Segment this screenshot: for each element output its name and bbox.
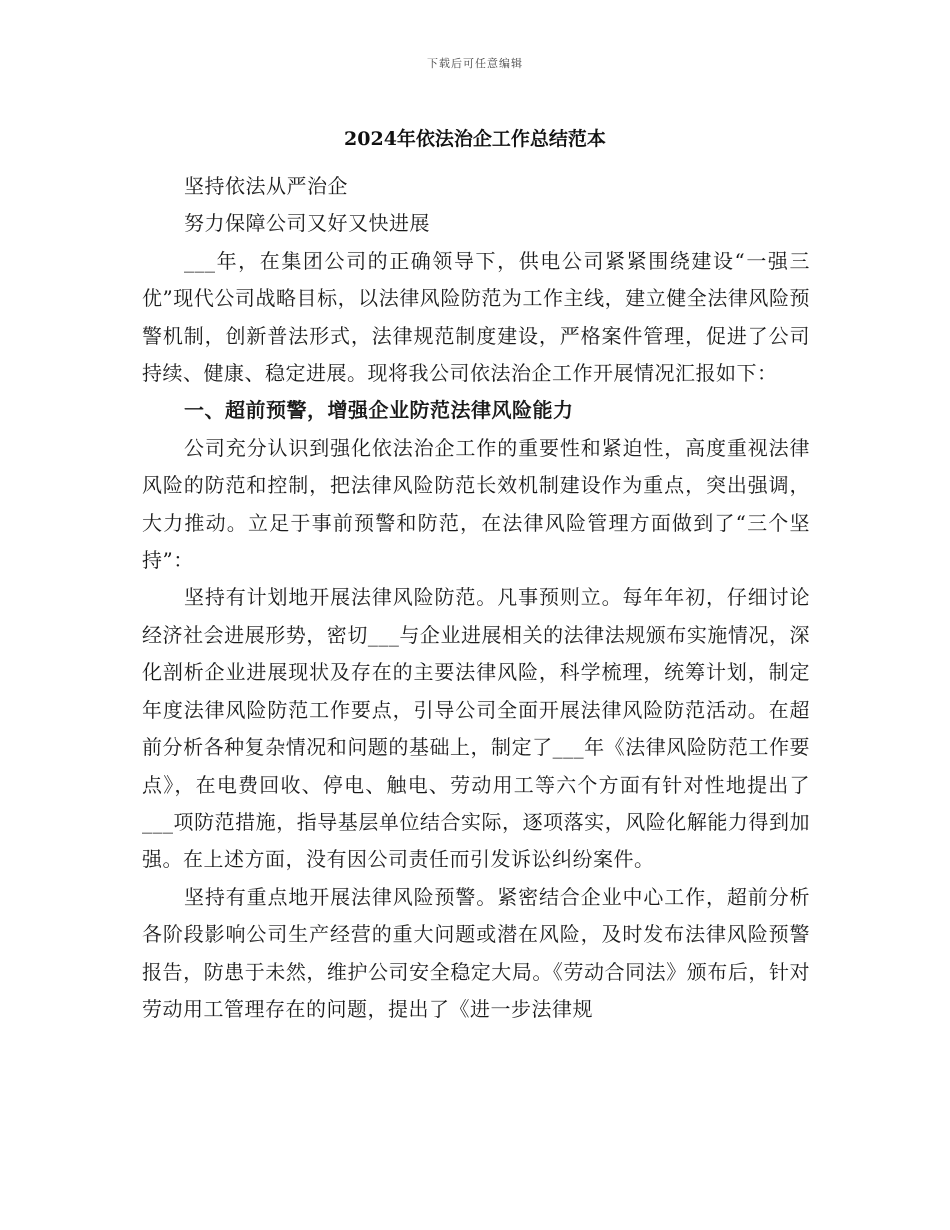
document-body [142, 168, 810, 1028]
body-paragraph: 坚持有重点地开展法律风险预警。紧密结合企业中心工作，超前分析各阶段影响公司生产经营的重大问题或潜在风险，及时发布法律风险预警报告，防患于未然，维护公司安全稳定大局。《劳动合同法》颁布后，针对劳动用工管理存在的问题，提出了《进一步法律规 [142, 884, 810, 1021]
section-heading: 一、超前预警，增强企业防范法律风险能力 [184, 398, 574, 423]
body-paragraph: ___年，在集团公司的正确领导下，供电公司紧紧围绕建设“一强三优”现代公司战略目标，以法律风险防范为工作主线，建立健全法律风险预警机制，创新普法形式，法律规范制度建设，严格案件管理，促进了公司持续、健康、稳定进展。现将我公司依法治企工作开展情况汇报如下： [142, 248, 810, 386]
body-paragraph: 坚持依法从严治企 [184, 174, 348, 198]
body-paragraph: 坚持有计划地开展法律风险防范。凡事预则立。每年年初，仔细讨论经济社会进展形势，密切___与企业进展相关的法律法规颁布实施情况，深化剖析企业进展现状及存在的主要法律风险，科学梳理，统筹计划，制定年度法律风险防范工作要点，引导公司全面开展法律风险防范活动。在超前分析各种复杂情况和问题的基础上，制定了___年《法律风险防范工作要点》，在电费回收、停电、触电、劳动用工等六个方面有针对性地提出了___项防范措施，指导基层单位结合实际，逐项落实，风险化解能力得到加强。在上述方面，没有因公司责任而引发诉讼纠纷案件。 [142, 585, 810, 872]
document-title: 2024年依法治企工作总结范本 [344, 128, 606, 150]
body-paragraph: 公司充分认识到强化依法治企工作的重要性和紧迫性，高度重视法律风险的防范和控制，把法律风险防范长效机制建设作为重点，突出强调，大力推动。立足于事前预警和防范，在法律风险管理方面做到了“三个坚持”： [142, 435, 810, 573]
header-note: 下载后可任意编辑 [427, 57, 523, 70]
body-paragraph: 努力保障公司又好又快进展 [184, 211, 430, 236]
